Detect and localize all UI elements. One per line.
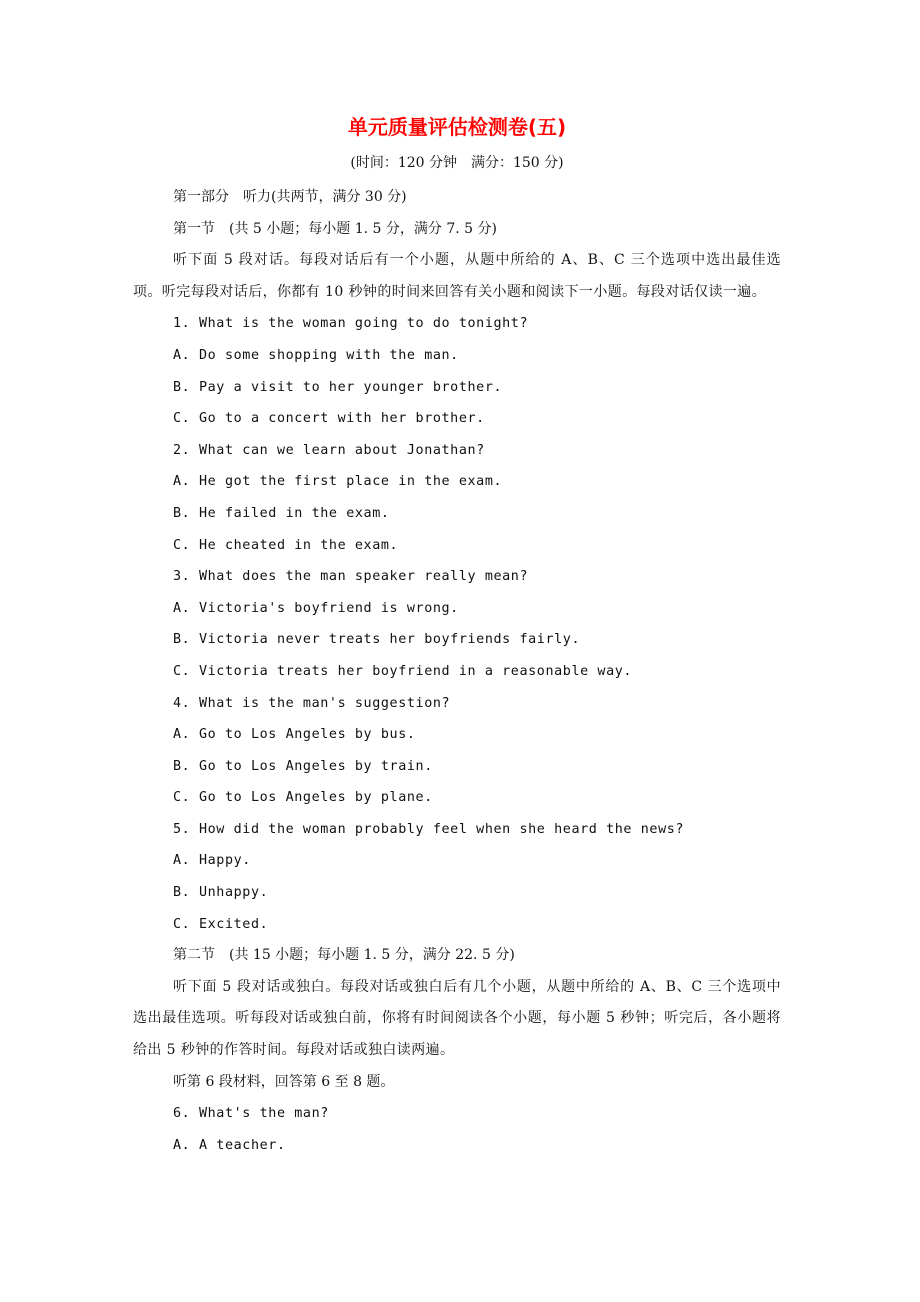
section1-heading: 第一节 (共 5 小题；每小题 1. 5 分，满分 7. 5 分) — [173, 220, 497, 237]
question-3 — [133, 561, 781, 687]
answer-option: C. Go to Los Angeles by plane. — [173, 790, 433, 806]
section1-instructions: 听下面 5 段对话。每段对话后有一个小题，从题中所给的 A、B、C 三个选项中选出最佳选项。听完每段对话后，你都有 10 秒钟的时间来回答有关小题和阅读下一小题。每段对话仅读一遍。 — [133, 252, 781, 300]
exam-time-score: (时间：120 分钟 满分：150 分) — [350, 155, 564, 171]
answer-option: B. He failed in the exam. — [173, 505, 390, 521]
question-stem: 5. How did the woman probably feel when she heard the news? — [173, 821, 685, 837]
answer-option: A. Victoria's boyfriend is wrong. — [173, 600, 459, 616]
answer-option: C. He cheated in the exam. — [173, 537, 399, 553]
answer-option: A. Happy. — [173, 853, 251, 869]
answer-option: B. Unhappy. — [173, 885, 269, 901]
question-stem: 6. What's the man? — [173, 1106, 329, 1122]
answer-option: A. Go to Los Angeles by bus. — [173, 727, 416, 743]
question-2 — [133, 435, 781, 561]
question-stem: 3. What does the man speaker really mean? — [173, 569, 529, 585]
question-stem: 2. What can we learn about Jonathan? — [173, 442, 485, 458]
answer-option: A. Do some shopping with the man. — [173, 347, 459, 363]
question-4 — [133, 688, 781, 814]
answer-option: A. A teacher. — [173, 1137, 286, 1153]
answer-option: C. Victoria treats her boyfriend in a reasonable way. — [173, 663, 633, 679]
question-1 — [133, 308, 781, 434]
section2-instructions: 听下面 5 段对话或独白。每段对话或独白后有几个小题，从题中所给的 A、B、C 三个选项中选出最佳选项。听每段对话或独白前，你将有时间阅读各个小题，每小题 5 秒钟；听完后，各小题将给出 5 秒钟的作答时间。每段对话或独白读两遍。 — [133, 978, 781, 1059]
question-5 — [133, 814, 781, 940]
answer-option: B. Go to Los Angeles by train. — [173, 758, 433, 774]
question-6 — [133, 1098, 781, 1161]
part-heading: 第一部分 听力(共两节，满分 30 分) — [173, 189, 407, 205]
material-note: 听第 6 段材料，回答第 6 至 8 题。 — [173, 1073, 395, 1090]
document-title: 单元质量评估检测卷(五) — [347, 115, 567, 139]
answer-option: B. Victoria never treats her boyfriends fairly. — [173, 632, 581, 648]
answer-option: C. Go to a concert with her brother. — [173, 411, 485, 427]
answer-option: A. He got the first place in the exam. — [173, 474, 503, 490]
document-body — [133, 182, 781, 1161]
answer-option: C. Excited. — [173, 916, 269, 932]
answer-option: B. Pay a visit to her younger brother. — [173, 379, 503, 395]
section2-heading: 第二节 (共 15 小题；每小题 1. 5 分，满分 22. 5 分) — [173, 947, 515, 964]
question-stem: 4. What is the man's suggestion? — [173, 695, 451, 711]
question-stem: 1. What is the woman going to do tonight? — [173, 316, 529, 332]
